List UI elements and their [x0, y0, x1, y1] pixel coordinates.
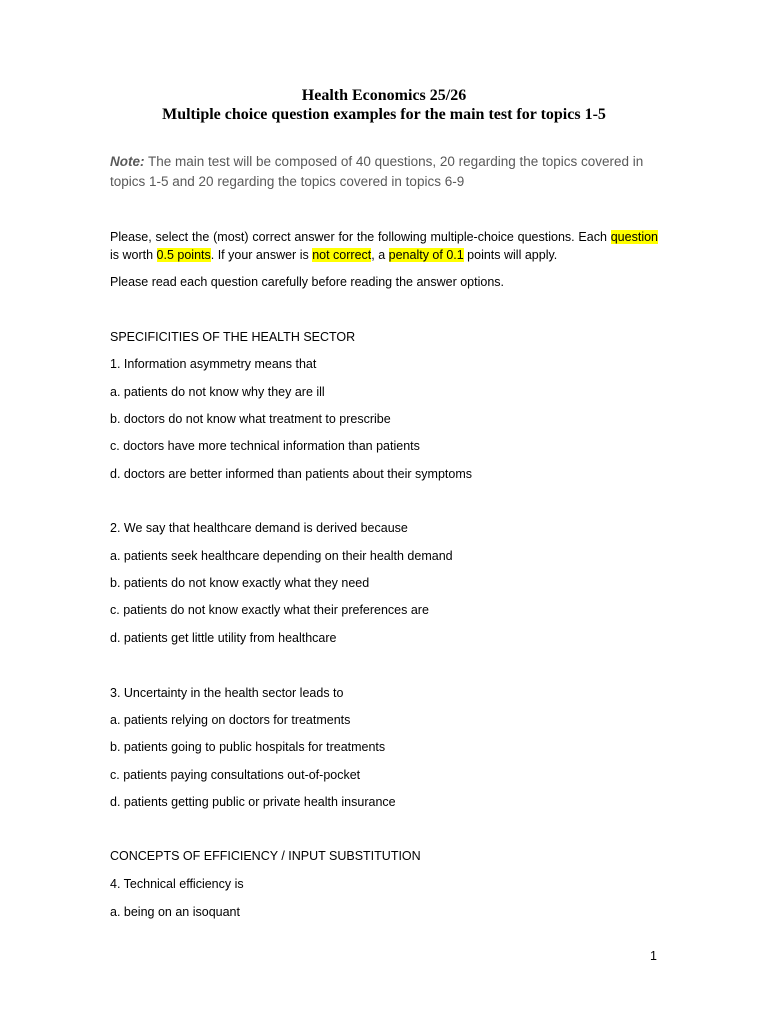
- note-text: The main test will be composed of 40 questions, 20 regarding the topics covered in topics 1-5 and 20 regarding the topics covered in topics 6-9: [110, 154, 644, 189]
- note-paragraph: [110, 152, 662, 192]
- question-3-option-b: b. patients going to public hospitals for treatments: [110, 740, 386, 754]
- question-1-option-d: d. doctors are better informed than patients about their symptoms: [110, 467, 472, 481]
- note-label: Note:: [110, 154, 145, 169]
- question-4-option-a: a. being on an isoquant: [110, 905, 240, 919]
- instructions-text-3: . If your answer is: [210, 248, 313, 262]
- highlight-question: question: [610, 230, 658, 244]
- question-2-option-c: c. patients do not know exactly what their preferences are: [110, 603, 429, 617]
- page-number: 1: [650, 949, 657, 963]
- question-2-option-b: b. patients do not know exactly what they need: [110, 576, 370, 590]
- question-2-option-a: a. patients seek healthcare depending on their health demand: [110, 549, 453, 563]
- section-heading-efficiency: CONCEPTS OF EFFICIENCY / INPUT SUBSTITUTION: [110, 849, 421, 863]
- document-subtitle: Multiple choice question examples for the main test for topics 1-5: [162, 106, 606, 123]
- question-3-option-a: a. patients relying on doctors for treatments: [110, 713, 351, 727]
- question-1-option-a: a. patients do not know why they are ill: [110, 385, 325, 399]
- instructions-paragraph: [110, 228, 658, 264]
- question-3-option-c: c. patients paying consultations out-of-pocket: [110, 768, 361, 782]
- question-3: 3. Uncertainty in the health sector leads to: [110, 686, 344, 700]
- question-1: 1. Information asymmetry means that: [110, 357, 317, 371]
- highlight-not-correct: not correct: [312, 248, 372, 262]
- question-2-option-d: d. patients get little utility from healthcare: [110, 631, 337, 645]
- document-title: Health Economics 25/26: [301, 87, 467, 104]
- question-2: 2. We say that healthcare demand is derived because: [110, 521, 408, 535]
- instructions-text-1: Please, select the (most) correct answer for the following multiple-choice questions. Each: [110, 230, 611, 244]
- question-1-option-b: b. doctors do not know what treatment to prescribe: [110, 412, 391, 426]
- question-4: 4. Technical efficiency is: [110, 877, 244, 891]
- highlight-penalty: penalty of 0.1: [388, 248, 464, 262]
- question-3-option-d: d. patients getting public or private health insurance: [110, 795, 396, 809]
- instructions-text-2: is worth: [110, 248, 157, 262]
- read-carefully-note: Please read each question carefully before reading the answer options.: [110, 275, 505, 289]
- instructions-text-5: points will apply.: [463, 248, 558, 262]
- highlight-points: 0.5 points: [156, 248, 211, 262]
- instructions-text-4: , a: [371, 248, 389, 262]
- question-1-option-c: c. doctors have more technical information than patients: [110, 439, 420, 453]
- section-heading-health-sector: SPECIFICITIES OF THE HEALTH SECTOR: [110, 330, 356, 344]
